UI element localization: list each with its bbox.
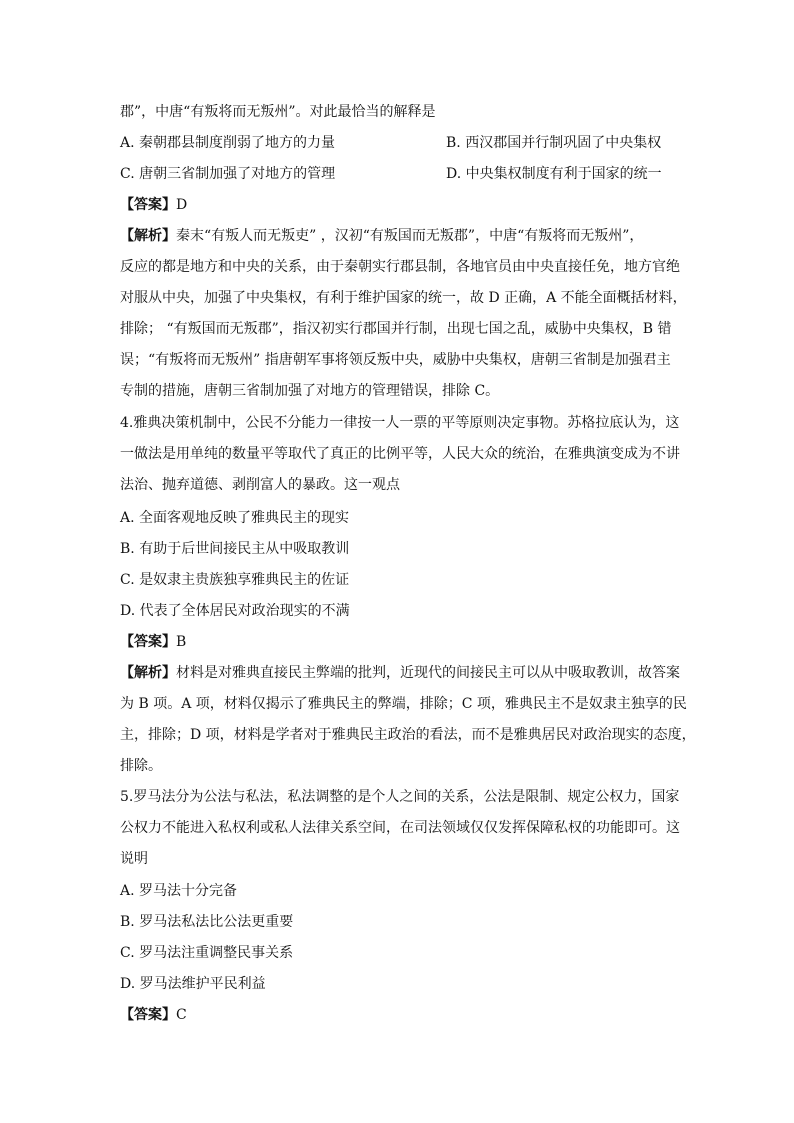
answer-label: 【答案】 — [120, 634, 176, 650]
answer-label: 【答案】 — [120, 1007, 176, 1023]
q3-analysis-line-5: 误；“有叛将而无叛州” 指唐朝军事将领反叛中央，威胁中央集权，唐朝三省制是加强君主 — [120, 352, 671, 368]
answer-value: D — [176, 197, 188, 213]
q5-stem-line-1: 5.罗马法分为公法与私法，私法调整的是个人之间的关系，公法是限制、规定公权力，国家 — [120, 789, 680, 805]
q3-options-row-1 — [120, 132, 680, 154]
analysis-label: 【解析】 — [120, 665, 176, 681]
analysis-text: 材料是对雅典直接民主弊端的批判，近现代的间接民主可以从中吸取教训，故答案 — [176, 665, 680, 681]
q5-stem-line-3: 说明 — [120, 851, 148, 867]
q4-option-c: C. 是奴隶主贵族独享雅典民主的佐证 — [120, 572, 350, 588]
q3-option-c: C. 唐朝三省制加强了对地方的管理 — [120, 166, 336, 182]
q3-analysis-line-4: 排除； “有叛国而无叛郡”，指汉初实行郡国并行制，出现七国之乱，威胁中央集权，B 错 — [120, 321, 672, 337]
q3-option-d: D. 中央集权制度有利于国家的统一 — [446, 166, 662, 182]
answer-value: B — [176, 634, 187, 650]
q4-stem-line-2: 一做法是用单纯的数量平等取代了真正的比例平等，人民大众的统治，在雅典演变成为不讲 — [120, 446, 680, 462]
q4-option-a: A. 全面客观地反映了雅典民主的现实 — [120, 510, 350, 526]
analysis-label: 【解析】 — [120, 228, 176, 244]
q4-stem-line-3: 法治、抛弃道德、剥削富人的暴政。这一观点 — [120, 477, 400, 493]
analysis-text: 秦末“有叛人而无叛吏” ，汉初“有叛国而无叛郡”，中唐“有叛将而无叛州”， — [176, 228, 644, 244]
q5-option-d: D. 罗马法维护平民利益 — [120, 976, 266, 992]
q5-option-b: B. 罗马法私法比公法更重要 — [120, 914, 294, 930]
q3-analysis-line-1 — [120, 225, 643, 247]
q4-analysis-line-3: 主，排除；D 项，材料是学者对于雅典民主政治的看法，而不是雅典居民对政治现实的态度， — [120, 727, 696, 743]
q3-analysis-line-6: 专制的措施，唐朝三省制加强了对地方的管理错误，排除 C。 — [120, 383, 500, 399]
q3-options-row-2 — [120, 163, 680, 185]
q4-analysis-line-4: 排除。 — [120, 758, 162, 774]
q5-option-a: A. 罗马法十分完备 — [120, 883, 238, 899]
q4-option-d: D. 代表了全体居民对政治现实的不满 — [120, 603, 350, 619]
q5-option-c: C. 罗马法注重调整民事关系 — [120, 945, 294, 961]
q5-answer — [120, 1004, 187, 1026]
q3-analysis-line-3: 对服从中央，加强了中央集权，有利于维护国家的统一，故 D 正确，A 不能全面概括材料， — [120, 290, 687, 306]
q4-option-b: B. 有助于后世间接民主从中吸取教训 — [120, 541, 350, 557]
q4-analysis-line-2: 为 B 项。A 项，材料仅揭示了雅典民主的弊端，排除；C 项，雅典民主不是奴隶主独享的民 — [120, 696, 687, 712]
answer-value: C — [176, 1007, 187, 1023]
q3-option-a: A. 秦朝郡县制度削弱了地方的力量 — [120, 135, 336, 151]
q4-stem-line-1: 4.雅典决策机制中，公民不分能力一律按一人一票的平等原则决定事物。苏格拉底认为，这 — [120, 415, 680, 431]
answer-label: 【答案】 — [120, 197, 176, 213]
q3-answer — [120, 194, 187, 216]
q5-stem-line-2: 公权力不能进入私权利或私人法律关系空间，在司法领域仅仅发挥保障私权的功能即可。这 — [120, 820, 680, 836]
q3-option-b: B. 西汉郡国并行制巩固了中央集权 — [446, 135, 662, 151]
q3-stem: 郡”，中唐“有叛将而无叛州”。对此最恰当的解释是 — [120, 104, 436, 120]
q4-analysis-line-1 — [120, 662, 680, 684]
q4-answer — [120, 631, 186, 653]
q3-analysis-line-2: 反应的都是地方和中央的关系，由于秦朝实行郡县制，各地官员由中央直接任免，地方官绝 — [120, 259, 680, 275]
